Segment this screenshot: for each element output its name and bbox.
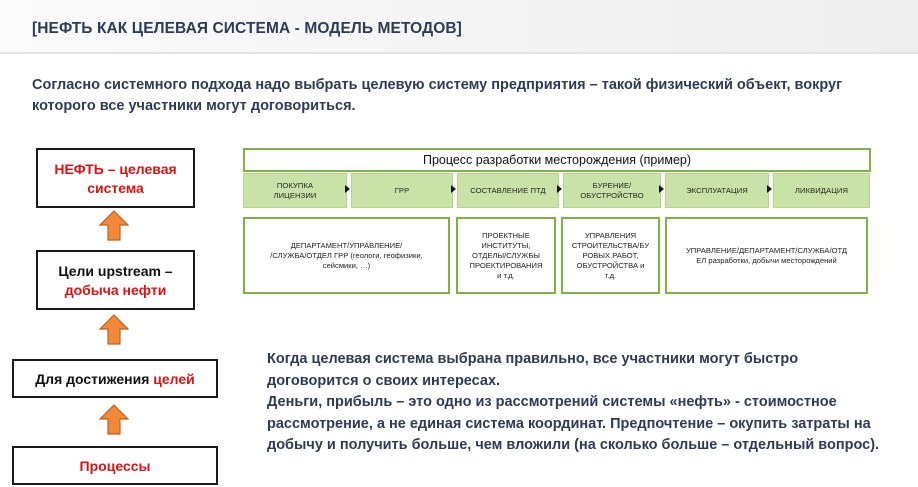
pyramid-top-box xyxy=(36,148,195,208)
stage-label: ЛИКВИДАЦИЯ xyxy=(794,185,849,195)
chevron-right-icon xyxy=(557,185,562,193)
stage-license xyxy=(243,173,347,208)
org-line: РОВЫХ РАБОТ, xyxy=(582,251,639,260)
chevron-right-icon xyxy=(767,185,772,193)
pyramid-achieve-box xyxy=(12,359,218,398)
stage-label: ЭКСПЛУАТАЦИЯ xyxy=(686,185,748,195)
org-line: ПРОЕКТНЫЕ xyxy=(482,231,530,240)
pyramid-goals-line2: добыча нефти xyxy=(64,281,167,298)
pyramid-goals-box xyxy=(36,250,195,310)
org-line: УПРАВЛЕНИЯ xyxy=(584,231,637,240)
org-line: сейсмики, …) xyxy=(322,260,371,270)
chevron-right-icon xyxy=(451,185,456,193)
org-line: СТРОИТЕЛЬСТВА/БУ xyxy=(571,241,650,250)
stage-label: СОСТАВЛЕНИЕ ПТД xyxy=(470,185,546,195)
stage-ptd xyxy=(457,173,559,208)
pyramid-processes-label: Процессы xyxy=(79,457,151,474)
stage-label: ПОКУПКА xyxy=(276,180,314,190)
stage-operation xyxy=(665,173,769,208)
org-line: ЕЛ разработки, добычи месторождений xyxy=(696,255,837,265)
stage-grr xyxy=(351,173,453,208)
conclusion-paragraph-1: Когда целевая система выбрана правильно, все участники могут быстро договорится о своих интересах. xyxy=(267,351,799,389)
org-line: ОБУСТРОЙСТВА и xyxy=(576,261,645,270)
pyramid-achieve-highlight: целей xyxy=(153,370,195,387)
conclusion-paragraph-2: Деньги, прибыль – это одно из рассмотрений системы «нефть» - стоимостное рассмотрение, а не единая система координат. Предпочтение – окупить затраты на добычу и получить больше, чем вложили (на сколько больше – отдельный вопрос). xyxy=(267,394,880,453)
stage-label: ОБУСТРОЙСТВО xyxy=(580,190,644,200)
org-line: т.д. xyxy=(604,271,617,280)
slide-header xyxy=(0,0,918,54)
stage-label: ЛИЦЕНЗИИ xyxy=(273,190,317,200)
chevron-right-icon xyxy=(345,185,350,193)
up-arrow-icon xyxy=(98,209,130,242)
stage-drilling xyxy=(563,173,661,208)
org-line: УПРАВЛЕНИЕ/ДЕПАРТАМЕНТ/СЛУЖБА/ОТД xyxy=(685,245,848,255)
up-arrow-icon xyxy=(98,313,130,346)
pyramid-top-line1: НЕФТЬ – целевая xyxy=(54,160,177,177)
conclusion-text xyxy=(267,349,887,457)
process-title: Процесс разработки месторождения (пример) xyxy=(243,148,871,172)
org-line: и т.д. xyxy=(497,271,515,280)
stage-label: БУРЕНИЕ/ xyxy=(592,180,632,190)
org-line: ИНСТИТУТЫ, xyxy=(481,241,531,250)
org-box-construction xyxy=(561,217,660,294)
org-line: ОТДЕЛЫ/СЛУЖБЫ xyxy=(471,251,541,260)
pyramid-top-line2: система xyxy=(87,179,144,196)
pyramid-processes-box xyxy=(12,446,218,485)
pyramid-achieve-prefix: Для достижения xyxy=(35,370,154,387)
up-arrow-icon xyxy=(98,403,130,436)
org-line: /СЛУЖБА/ОТДЕЛ ГРР (геологи, геофизики, xyxy=(270,250,423,260)
stage-label: ГРР xyxy=(394,185,410,195)
chevron-right-icon xyxy=(659,185,664,193)
org-line: ПРОЕКТИРОВАНИЯ xyxy=(469,261,543,270)
pyramid-goals-line1: Цели upstream – xyxy=(58,262,173,279)
org-line: ДЕПАРТАМЕНТ/УПРАВЛЕНИЕ/ xyxy=(290,240,403,250)
page-title: [НЕФТЬ КАК ЦЕЛЕВАЯ СИСТЕМА - МОДЕЛЬ МЕТОДОВ] xyxy=(32,20,462,37)
org-box-design xyxy=(456,217,556,294)
org-box-grr xyxy=(243,217,450,294)
stage-liquidation xyxy=(773,173,870,208)
intro-text: Согласно системного подхода надо выбрать целевую систему предприятия – такой физический объект, вокруг которого все участники могут договориться. xyxy=(32,77,843,114)
org-box-production xyxy=(665,217,868,294)
